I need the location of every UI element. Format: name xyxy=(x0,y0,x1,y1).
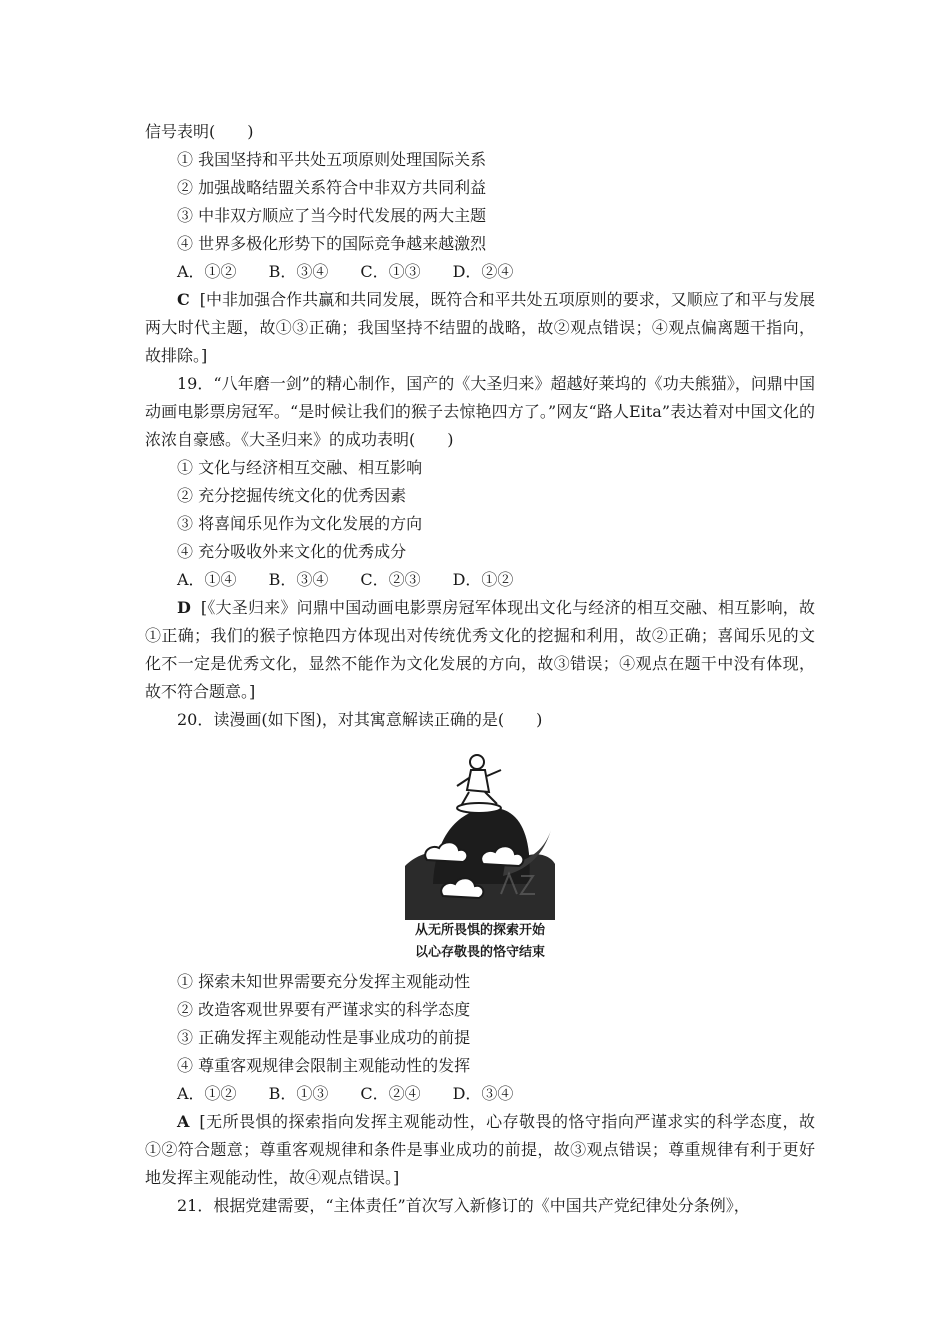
q18-options xyxy=(145,258,815,286)
q20-stem: 20．读漫画(如下图)，对其寓意解读正确的是( ) xyxy=(177,710,543,729)
page-content xyxy=(145,118,815,1220)
cartoon-caption-line-1: 从无所畏惧的探索开始 xyxy=(414,923,545,938)
q18-item-4: ④ 世界多极化形势下的国际竞争越来越激烈 xyxy=(177,234,487,253)
q20-option-d: D．③④ xyxy=(452,1084,514,1103)
q18-stem-tail: 信号表明( ) xyxy=(145,122,254,141)
q19-item-4: ④ 充分吸收外来文化的优秀成分 xyxy=(177,542,407,561)
q19-option-c: C．②③ xyxy=(360,570,421,589)
q18-analysis: [中非加强合作共赢和共同发展，既符合和平共处五项原则的要求，又顺应了和平与发展两大时代主题，故①③正确；我国坚持不结盟的战略，故②观点错误；④观点偏离题干指向，故排除。] xyxy=(145,290,815,365)
q19-answer xyxy=(145,594,815,706)
q20-item-2: ② 改造客观世界要有严谨求实的科学态度 xyxy=(177,1000,471,1019)
q18-option-b: B．③④ xyxy=(268,262,329,281)
q18-option-d: D．②④ xyxy=(452,262,514,281)
q19-item-3: ③ 将喜闻乐见作为文化发展的方向 xyxy=(177,514,423,533)
cartoon-image xyxy=(405,744,555,920)
cartoon-caption-line-2: 以心存敬畏的恪守结束 xyxy=(414,945,545,960)
q20-options xyxy=(145,1080,815,1108)
q18-option-a: A．①② xyxy=(177,262,237,281)
q19-answer-letter: D xyxy=(177,598,191,617)
q20-option-b: B．①③ xyxy=(268,1084,329,1103)
q19-option-d: D．①② xyxy=(452,570,514,589)
q20-option-c: C．②④ xyxy=(360,1084,421,1103)
q20-item-3: ③ 正确发挥主观能动性是事业成功的前提 xyxy=(177,1028,471,1047)
q20-answer xyxy=(145,1108,815,1192)
q19-analysis: [《大圣归来》问鼎中国动画电影票房冠军体现出文化与经济的相互交融、相互影响，故①正确；我们的猴子惊艳四方体现出对传统优秀文化的挖掘和利用，故②正确；喜闻乐见的文化不一定是优秀文化，显然不能作为文化发展的方向，故③错误；④观点在题干中没有体现，故不符合题意。] xyxy=(145,598,815,701)
q20-item-4: ④ 尊重客观规律会限制主观能动性的发挥 xyxy=(177,1056,471,1075)
q18-item-1: ① 我国坚持和平共处五项原则处理国际关系 xyxy=(177,150,487,169)
q20-analysis: [无所畏惧的探索指向发挥主观能动性，心存敬畏的恪守指向严谨求实的科学态度，故①②符合题意；尊重客观规律和条件是事业成功的前提，故③观点错误；尊重规律有利于更好地发挥主观能动性，故④观点错误。] xyxy=(145,1112,815,1187)
q19-option-a: A．①④ xyxy=(177,570,237,589)
q19-stem: 19．“八年磨一剑”的精心制作，国产的《大圣归来》超越好莱坞的《功夫熊猫》，问鼎中国动画电影票房冠军。“是时候让我们的猴子去惊艳四方了。”网友“路人Eita”表达着对中国文化的浓浓自豪感。《大圣归来》的成功表明( ) xyxy=(145,374,815,449)
q18-item-2: ② 加强战略结盟关系符合中非双方共同利益 xyxy=(177,178,487,197)
q18-option-c: C．①③ xyxy=(360,262,421,281)
q18-item-3: ③ 中非双方顺应了当今时代发展的两大主题 xyxy=(177,206,487,225)
q18-answer xyxy=(145,286,815,370)
q19-options xyxy=(145,566,815,594)
q20-item-1: ① 探索未知世界需要充分发挥主观能动性 xyxy=(177,972,471,991)
q20-option-a: A．①② xyxy=(177,1084,237,1103)
q18-answer-letter: C xyxy=(177,290,190,309)
q19-option-b: B．③④ xyxy=(268,570,329,589)
q19-item-2: ② 充分挖掘传统文化的优秀因素 xyxy=(177,486,407,505)
q21-stem: 21．根据党建需要，“主体责任”首次写入新修订的《中国共产党纪律处分条例》， xyxy=(177,1196,750,1215)
q19-item-1: ① 文化与经济相互交融、相互影响 xyxy=(177,458,423,477)
q20-answer-letter: A xyxy=(177,1112,190,1131)
cartoon-figure xyxy=(405,744,555,964)
